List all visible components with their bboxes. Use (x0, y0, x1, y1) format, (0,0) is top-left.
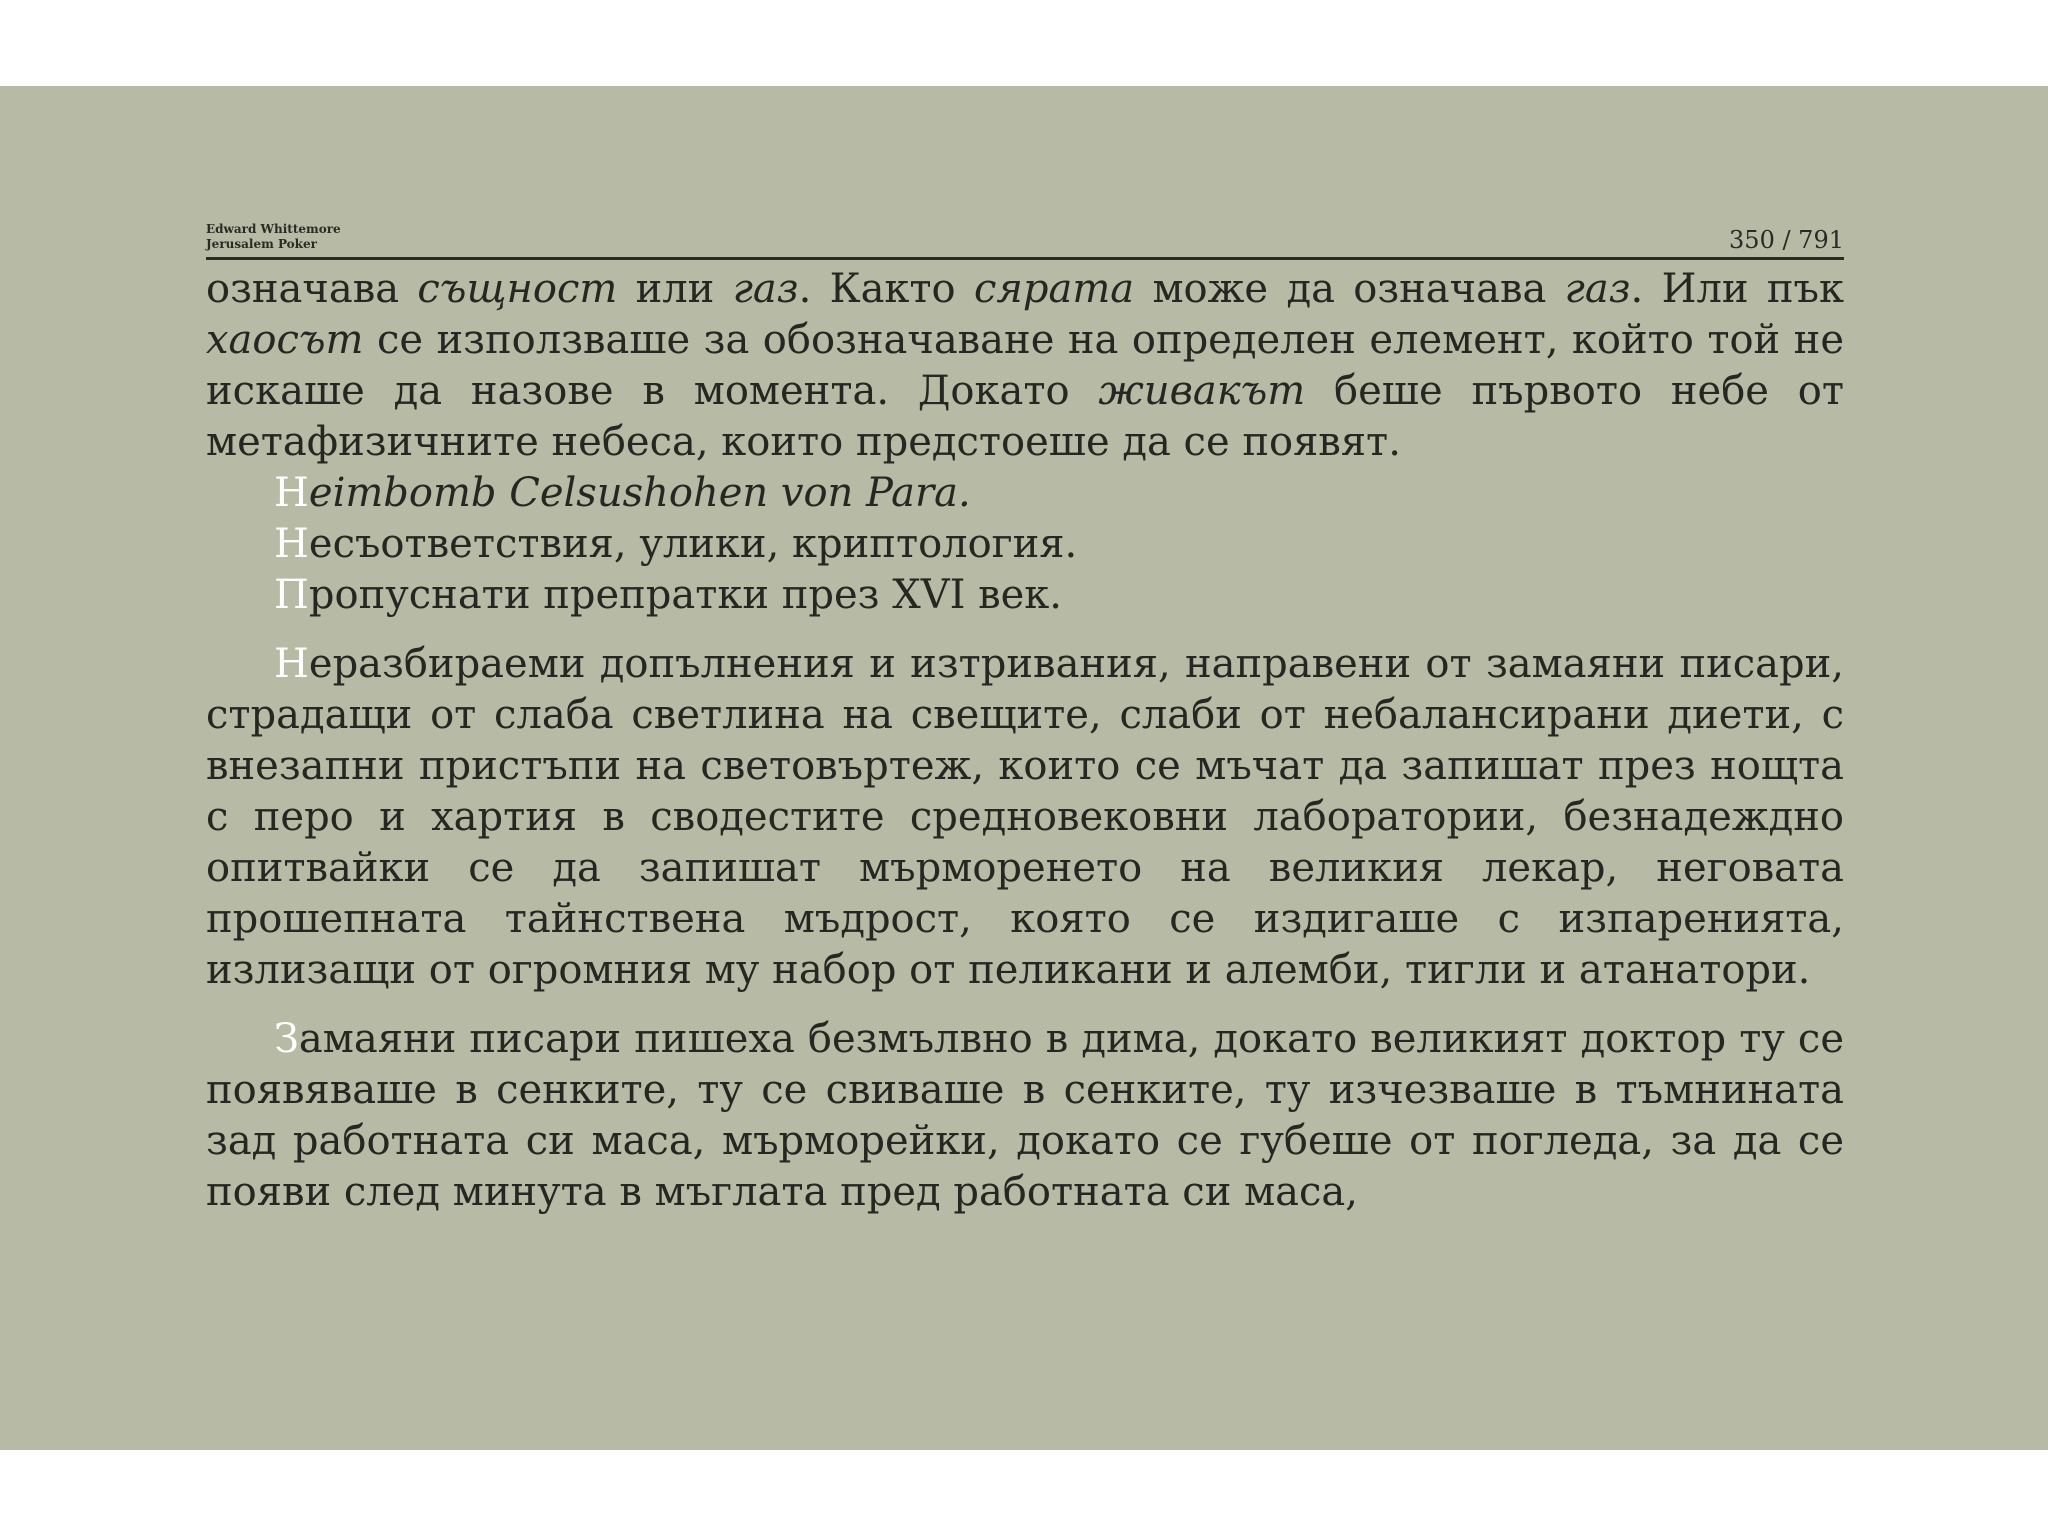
initial-letter: Н (274, 521, 309, 567)
text-run: . Или пък (1630, 266, 1844, 312)
book-meta (206, 222, 341, 252)
text-run: беше първото небе от метафизичните небеса, които предстоеше да се появят. (206, 368, 1844, 465)
text-line (206, 519, 1844, 570)
text-run: ропуснати препратки през XVI век. (308, 572, 1062, 618)
paragraph (206, 264, 1844, 468)
text-run: есъответствия, улики, криптология. (308, 521, 1078, 567)
text-run: или (617, 266, 733, 312)
paragraph (206, 1014, 1844, 1218)
book-title: Jerusalem Poker (206, 237, 317, 251)
text-run: се използваше за обозначаване на определен елемент, който той не искаше да назове в момента. Докато (206, 317, 1844, 414)
page-counter: 350 / 791 (1729, 226, 1844, 254)
running-header (206, 136, 1844, 260)
paragraph (206, 639, 1844, 996)
text-line (206, 468, 1844, 519)
italic-run: сярата (973, 266, 1135, 312)
italic-run: eimbomb Celsushohen von Para. (308, 470, 971, 516)
italic-run: същност (417, 266, 618, 312)
italic-run: газ (732, 266, 799, 312)
initial-letter: Н (274, 641, 309, 687)
text-line (206, 570, 1844, 621)
author-name: Edward Whittemore (206, 222, 341, 236)
initial-letter: Н (274, 470, 309, 516)
text-run: амаяни писари пишеха безмълвно в дима, докато великият доктор ту се появяваше в сенките, ту се свиваше в сенките, ту изчезваше в тъмнината зад работната си маса, мърморейки, докато се губеше от погледа, за да се появи след минута в мъглата пред работната си маса, (206, 1016, 1844, 1215)
book-text (206, 264, 1844, 1218)
italic-run: газ (1564, 266, 1631, 312)
text-run: може да означава (1134, 266, 1565, 312)
initial-letter: З (274, 1016, 299, 1062)
italic-run: хаосът (206, 317, 364, 363)
text-run: означава (206, 266, 418, 312)
italic-run: живакът (1098, 368, 1306, 414)
initial-letter: П (274, 572, 309, 618)
text-run: . Както (798, 266, 974, 312)
text-run: еразбираеми допълнения и изтривания, направени от замаяни писари, страдащи от слаба светлина на свещите, слаби от небалансирани диети, с внезапни пристъпи на световъртеж, които се мъчат да запишат през нощта с перо и хартия в сводестите средновековни лаборатории, безнадеждно опитвайки се да запишат мърморенето на великия лекар, неговата прошепната тайнствена мъдрост, която се издигаше с изпаренията, излизащи от огромния му набор от пеликани и алемби, тигли и атанатори. (206, 641, 1844, 993)
